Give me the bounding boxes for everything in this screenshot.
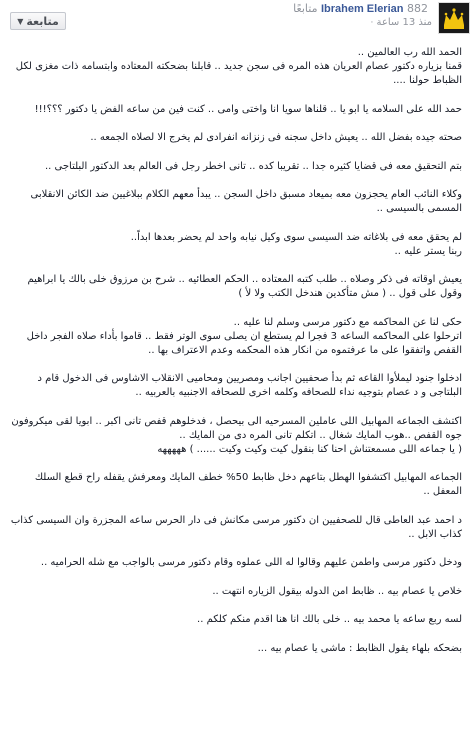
author-name[interactable]: Ibrahem Elerian xyxy=(320,3,404,15)
post-paragraph: وكلاء النائب العام يحجزون معه بميعاد مسبق داخل السجن .. يبدأ معهم الكلام ببلاغيين ضد الكائن الانقلابى المسمى بالسيسى .. xyxy=(30,189,462,214)
post-paragraph: ودخل دكتور مرسى واطمن عليهم وقالوا له اللى عملوه وقام دكتور مرسى بالواجب مع شله الحراميه .. xyxy=(40,557,462,568)
post-paragraph: لم يحقق معه فى بلاغاته ضد السيسى سوى وكيل نيابه واحد لم يحضر بعدها ابداً.. ربنا يستر عليه .. xyxy=(130,231,462,257)
post-paragraph: حمد الله على السلامه يا ابو يا .. قلناها سويا انا واختى وامى .. كنت فين من ساعه الفض يا دكتور ؟؟؟!!! xyxy=(34,103,462,115)
post-paragraph: الجماعه المهابيل اكتشفوا الهطل بتاعهم دخل ظابط 50% خطف المايك ومعرفش يقفله راح قطع السلك المعفل .. xyxy=(34,472,462,497)
post-paragraph: د احمد عبد العاطى قال للصحفيين ان دكتور مرسى مكانش فى دار الحرس ساعه المجزرة وان السيسى كذاب كذاب الابل .. xyxy=(10,514,462,540)
globe-icon: · xyxy=(370,18,374,28)
post-body xyxy=(10,46,462,670)
avatar[interactable] xyxy=(438,2,470,34)
profile-photo-icon xyxy=(439,3,469,33)
follower-count: 882 متابعًا xyxy=(293,2,428,15)
post-paragraph: صحته جيده بفضل الله .. يعيش داخل سجنه فى زنزانه انفرادى لم يخرج الا لصلاه الجمعه .. xyxy=(90,132,462,143)
post-paragraph: اكتشف الجماعه المهابيل اللى عاملين المسرحيه الى بيحصل ، فدخلوهم قفص تانى اكبر .. ابويا لقى ميكروفون جوه القفص ..هوب المايك شغال .. اتكلم تانى المره دى من المايك .. ( يا جماعه اللى مسمعتناش احنا كنا بنقول كيت وكيت وكيت ...... ) هههههه xyxy=(11,415,462,455)
post-paragraph: يعيش اوقاته فى ذكر وصلاه .. طلب كتبه المعتاده .. الحكم العطائيه .. شرح بن مرزوق خلى بالك يا ابراهيم وقول على قول .. ( مش متأكدين هندخل الكتب ولا لأ ) xyxy=(27,274,462,299)
post-paragraph: بتم التحقيق معه فى قضايا كثيره جدا .. تقريبا كده .. تانى اخطر رجل فى العالم بعد الدكتور البلتاجى .. xyxy=(44,160,462,172)
post-paragraph: خلاص يا عصام بيه .. ظابط امن الدوله بيقول الزياره انتهت .. xyxy=(212,585,462,597)
post-paragraph: حكى لنا عن المحاكمه مع دكتور مرسى وسلم لنا عليه .. اترحلوا على المحاكمه الساعه 3 فجرا لم يستطع ان يصلى سوى الوتر فقط .. قاموا بأداء صلاه الفجر داخل القفص واتفقوا على ما عرفتموه من انكار هذه المحكمه وعدم الاعتراف بها .. xyxy=(26,316,462,356)
post-paragraph: بضحكه بلهاء يقول الظابط : ماشى يا عصام بيه ... xyxy=(257,642,462,654)
post-header xyxy=(0,0,476,44)
post-paragraph: ادخلوا جنود ليملأوا القاعه ثم بدأ صحفيين اجانب ومصريين ومحاميى الانقلاب الاشاوس فى الدخول قام د البلتاجى و د عصام بتوجيه نداء للصحافه وكلمه اخرى للصحافه الاجنبيه بالعربيه .. xyxy=(37,373,462,398)
post-paragraph: الحمد الله رب العالمين .. قمنا بزياره دكتور عصام العريان هذه المره فى سجن جديد .. قابلنا بضحكته المعتاده وابتسامه ذات مغزى لكل الظباط حولنا .... xyxy=(15,47,462,86)
post-meta xyxy=(293,2,432,30)
post-time[interactable]: منذ 13 ساعة xyxy=(376,17,432,28)
post-paragraph: لسه ربع ساعه يا محمد بيه .. خلى بالك انا هنا اقدم منكم كلكم .. xyxy=(197,614,462,625)
follow-button[interactable] xyxy=(10,12,66,30)
chevron-down-icon: ▼ xyxy=(17,16,24,26)
follow-label: متابعة xyxy=(26,14,59,28)
